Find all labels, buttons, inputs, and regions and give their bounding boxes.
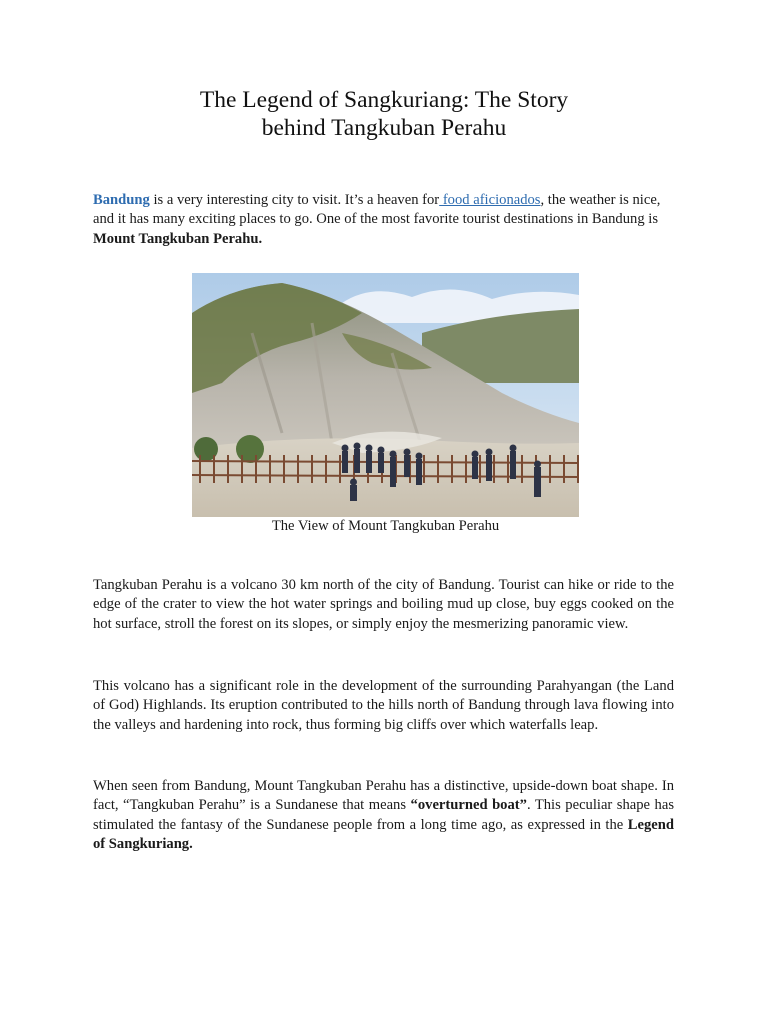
intro-text-2: , the weather is nice, and it has many exciting places to go. One of the most favorite tourist destinations in Bandung is xyxy=(93,192,661,228)
bandung-link[interactable]: Bandung xyxy=(93,192,150,208)
boat-text-1: When seen from Bandung, Mount Tangkuban Perahu has a distinctive, upside-down boat shape. In fact, “Tangkuban Perahu” is a Sundanese that means xyxy=(93,778,674,814)
overturned-boat-bold: “overturned boat” xyxy=(410,797,527,814)
photo-caption: The View of Mount Tangkuban Perahu xyxy=(271,518,500,534)
intro-text-1: is a very interesting city to visit. It’s a heaven for xyxy=(149,192,440,208)
document-title xyxy=(0,86,768,142)
bush-left-2 xyxy=(236,435,264,463)
boat-text-2: . This peculiar shape has stimulated the fantasy of the Sundanese people from a long time ago, as expressed in the xyxy=(93,797,674,833)
paragraph-volcano-role: This volcano has a significant role in the development of the surrounding Parahyangan (the Land of God) Highlands. Its eruption contributed to the hills north of Bandung through lava flowing into the valleys and hardening into rock, thus forming big cliffs over which waterfalls leap. xyxy=(93,678,674,733)
intro-paragraph xyxy=(93,191,674,249)
title-line-2: behind Tangkuban Perahu xyxy=(261,115,507,141)
volcano-photo xyxy=(192,273,579,517)
mount-name-bold: Mount Tangkuban Perahu. xyxy=(93,230,263,247)
food-aficionados-link[interactable]: food aficionados xyxy=(439,192,541,208)
paragraph-volcano-overview: Tangkuban Perahu is a volcano 30 km north of the city of Bandung. Tourist can hike or ride to the edge of the crater to view the hot water springs and boiling mud up close, buy eggs cooked on the hot surface, stroll the forest on its slopes, or simply enjoy the mesmerizing panoramic view. xyxy=(93,577,674,632)
title-line-1: The Legend of Sangkuriang: The Story xyxy=(199,87,569,113)
paragraph-boat-shape xyxy=(93,777,674,855)
legend-bold: Legend of Sangkuriang. xyxy=(93,816,674,853)
volcano-photo-illustration xyxy=(192,273,579,517)
